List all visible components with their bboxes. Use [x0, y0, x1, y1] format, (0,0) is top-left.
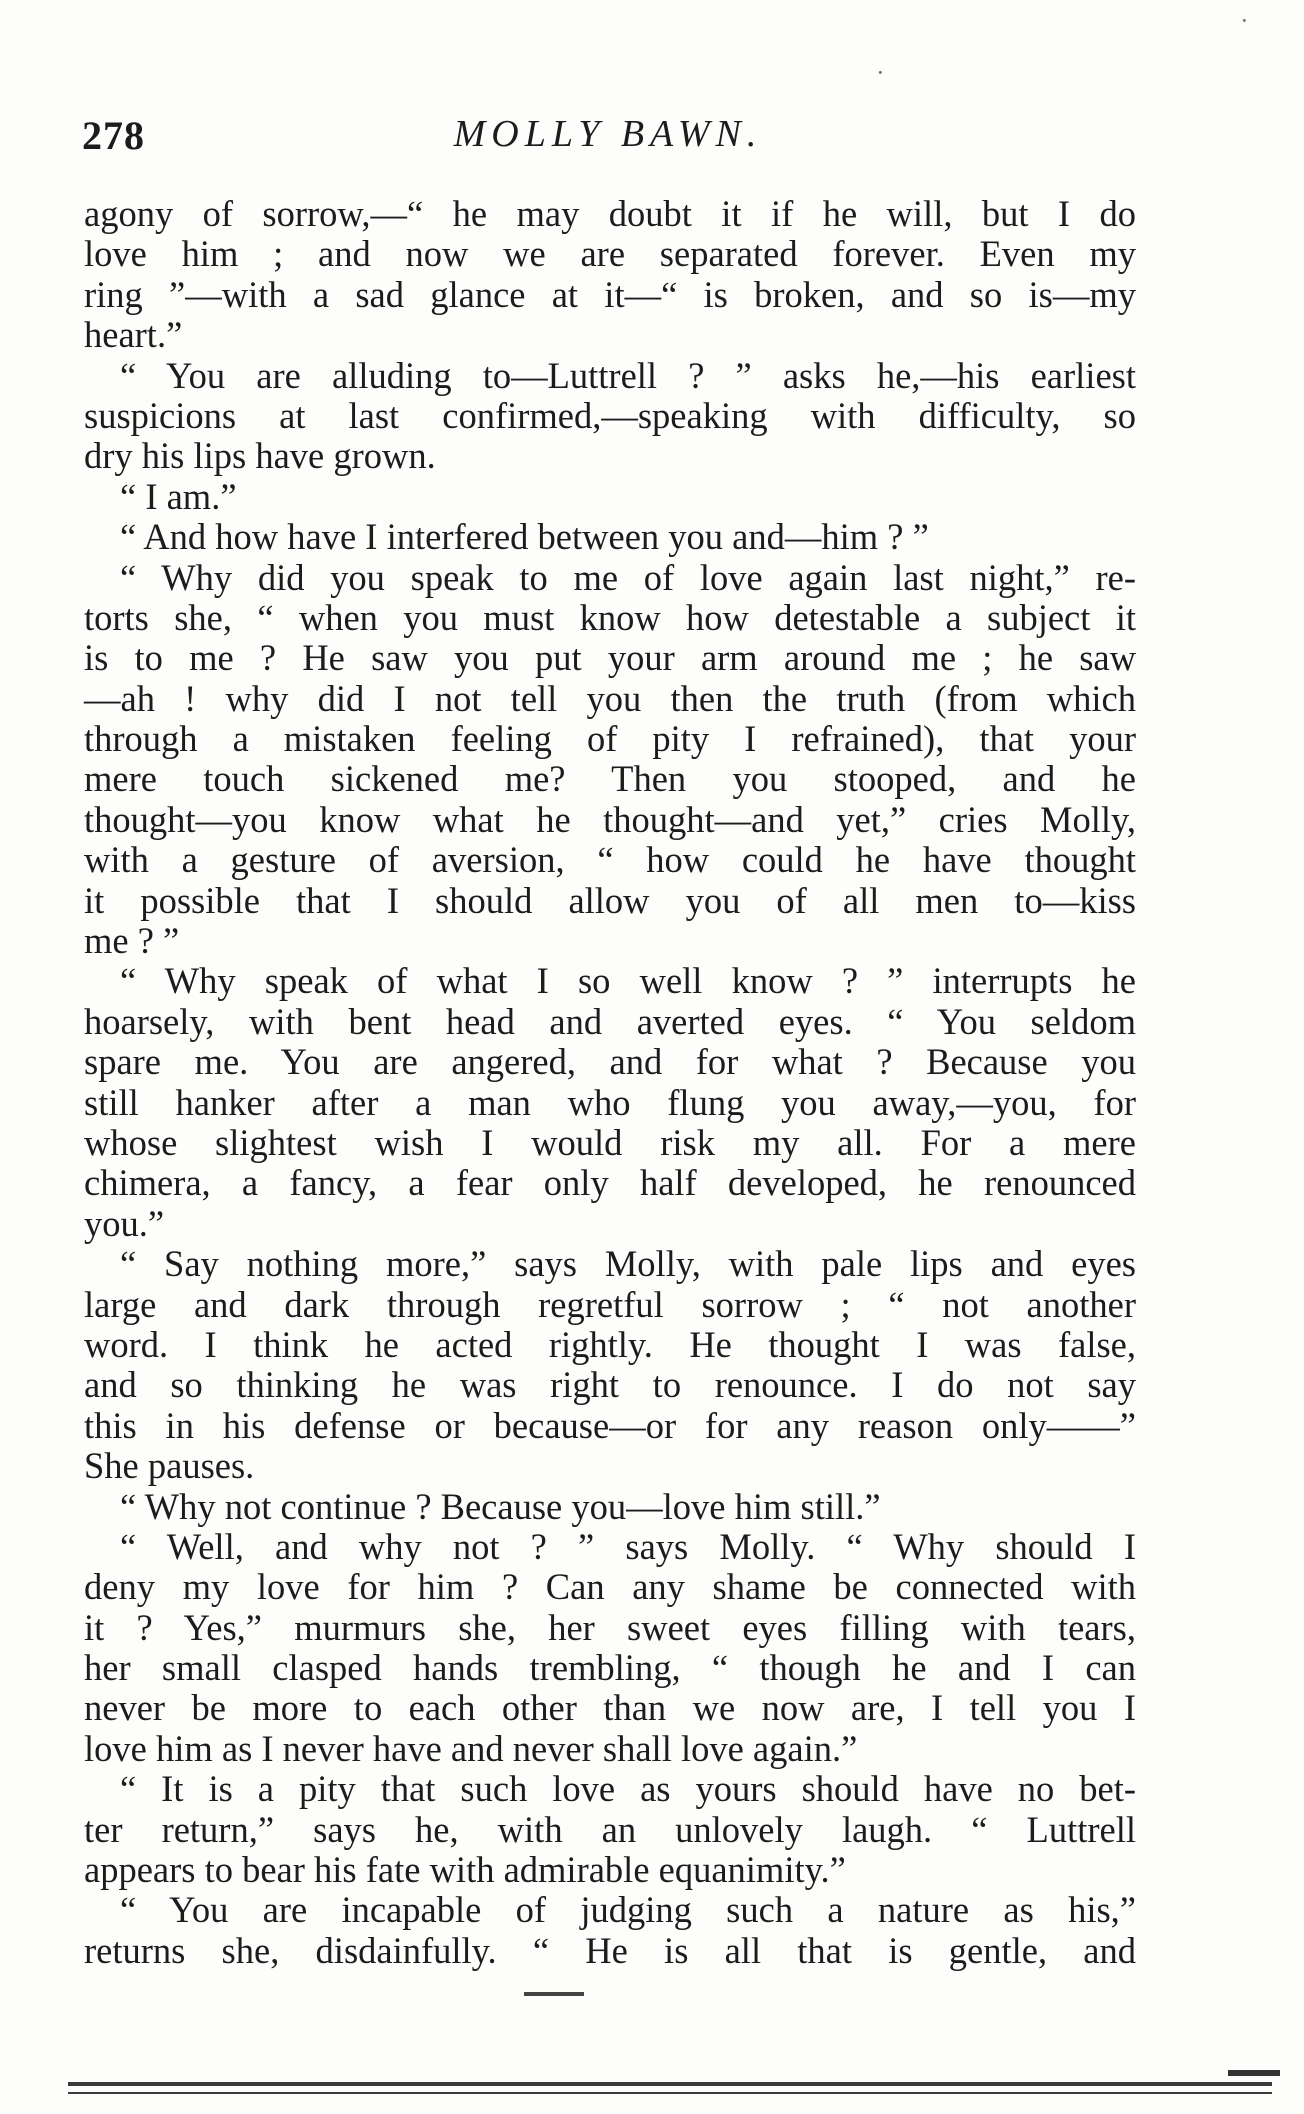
text-line: word. I think he acted rightly. He thought I was false,: [84, 1323, 1136, 1365]
text-line: returns she, disdainfully. “ He is all that is gentle, and: [84, 1929, 1136, 1971]
text-line: spare me. You are angered, and for what ? Because you: [84, 1041, 1136, 1083]
bottom-rule-thin: [68, 2092, 1272, 2094]
text-line: with a gesture of aversion, “ how could he have thought: [84, 839, 1136, 881]
text-line: heart.”: [84, 314, 183, 356]
text-line: whose slightest wish I would risk my all. For a mere: [84, 1121, 1136, 1163]
bottom-rule: [68, 2082, 1272, 2086]
text-line: you.”: [84, 1202, 165, 1244]
text-line: thought—you know what he thought—and yet,” cries Molly,: [84, 798, 1136, 840]
text-line: “ Why not continue ? Because you—love him still.”: [120, 1485, 881, 1527]
text-line: “ Why speak of what I so well know ? ” interrupts he: [120, 960, 1136, 1002]
text-line: love him ; and now we are separated forever. Even my: [84, 233, 1136, 275]
page-header: [82, 112, 1134, 168]
text-line: suspicions at last confirmed,—speaking with difficulty, so: [84, 394, 1136, 436]
text-line: dry his lips have grown.: [84, 435, 436, 477]
text-line: it possible that I should allow you of all men to—kiss: [84, 879, 1136, 921]
text-line: She pauses.: [84, 1445, 255, 1487]
text-line: “ You are incapable of judging such a nature as his,”: [120, 1889, 1136, 1931]
text-line: mere touch sickened me? Then you stooped, and he: [84, 758, 1136, 800]
text-line: through a mistaken feeling of pity I refrained), that your: [84, 718, 1136, 760]
text-line: and so thinking he was right to renounce. I do not say: [84, 1364, 1136, 1406]
body-text: [84, 194, 1136, 1971]
text-line: ter return,” says he, with an unlovely laugh. “ Luttrell: [84, 1808, 1136, 1850]
text-line: never be more to each other than we now are, I tell you I: [84, 1687, 1136, 1729]
margin-dash: [1228, 2070, 1280, 2076]
running-head: MOLLY BAWN.: [453, 113, 763, 155]
text-line: this in his defense or because—or for any reason only——”: [84, 1404, 1136, 1446]
text-line: “ Why did you speak to me of love again last night,” re-: [120, 556, 1136, 598]
text-line: “ I am.”: [120, 475, 237, 517]
text-line: “ And how have I interfered between you and—him ? ”: [120, 516, 929, 558]
text-line: ring ”—with a sad glance at it—“ is broken, and so is—my: [84, 273, 1136, 315]
text-line: love him as I never have and never shall love again.”: [84, 1727, 858, 1769]
text-line: hoarsely, with bent head and averted eyes. “ You seldom: [84, 1000, 1136, 1042]
text-line: large and dark through regretful sorrow ; “ not another: [84, 1283, 1136, 1325]
text-line: her small clasped hands trembling, “ though he and I can: [84, 1647, 1136, 1689]
text-line: torts she, “ when you must know how detestable a subject it: [84, 596, 1136, 638]
text-line: me ? ”: [84, 920, 180, 962]
text-line: appears to bear his fate with admirable equanimity.”: [84, 1849, 846, 1891]
text-line: chimera, a fancy, a fear only half developed, he renounced: [84, 1162, 1136, 1204]
text-line: it ? Yes,” murmurs she, her sweet eyes filling with tears,: [84, 1606, 1136, 1648]
text-line: deny my love for him ? Can any shame be connected with: [84, 1566, 1136, 1608]
text-line: “ Well, and why not ? ” says Molly. “ Why should I: [120, 1525, 1136, 1567]
text-line: —ah ! why did I not tell you then the truth (from which: [84, 677, 1136, 719]
page-number: 278: [82, 113, 145, 158]
text-line: agony of sorrow,—“ he may doubt it if he will, but I do: [84, 193, 1136, 234]
margin-speck: ·: [876, 58, 885, 87]
text-line: “ It is a pity that such love as yours should have no bet-: [120, 1768, 1136, 1810]
text-line: is to me ? He saw you put your arm around me ; he saw: [84, 637, 1136, 679]
text-line: “ Say nothing more,” says Molly, with pale lips and eyes: [120, 1243, 1136, 1285]
margin-speck: ·: [1240, 6, 1249, 35]
text-line: still hanker after a man who flung you away,—you, for: [84, 1081, 1136, 1123]
footer-mark: [524, 1992, 584, 1996]
text-line: “ You are alluding to—Luttrell ? ” asks he,—his earliest: [120, 354, 1136, 396]
